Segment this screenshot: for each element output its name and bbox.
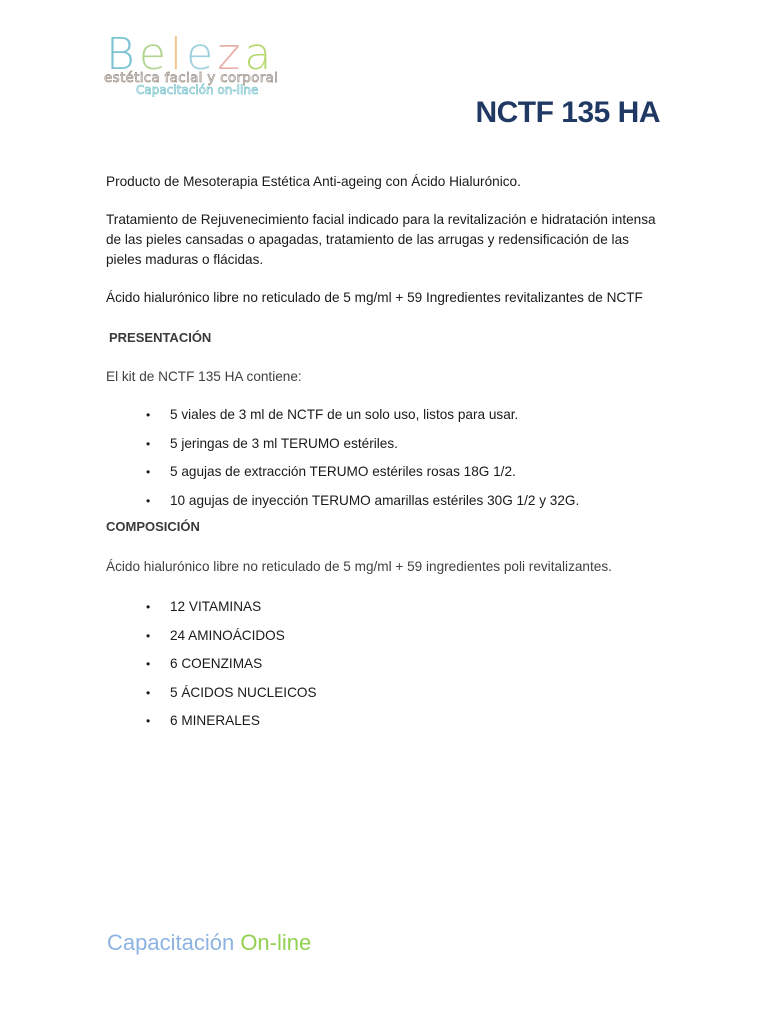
presentation-lead: El kit de NCTF 135 HA contiene: (106, 369, 302, 384)
logo-letter: e (138, 29, 170, 80)
intro-text: Producto de Mesoterapia Estética Anti-ageing con Ácido Hialurónico. (106, 174, 521, 189)
logo-subtagline: Capacitación on-line (136, 83, 259, 97)
composition-lead: Ácido hialurónico libre no reticulado de 5 mg/ml + 59 ingredientes poli revitalizantes. (106, 559, 612, 574)
footer-part-2: On-line (240, 930, 312, 955)
formula-text: Ácido hialurónico libre no reticulado de 5 mg/ml + 59 Ingredientes revitalizantes de NCTF (106, 290, 643, 305)
logo-tagline: estética facial y corporal (104, 70, 279, 86)
presentation-heading: PRESENTACIÓN (109, 330, 212, 345)
list-item: • 10 agujas de inyección TERUMO amarillas estériles 30G 1/2 y 32G. (106, 491, 579, 520)
composition-list (106, 597, 317, 740)
list-item: • 6 MINERALES (106, 711, 317, 740)
list-item: • 12 VITAMINAS (106, 597, 317, 626)
footer-brand (107, 930, 311, 956)
logo-letter: l (169, 29, 187, 80)
footer-part-1: Capacitación (107, 930, 235, 955)
list-item: • 24 AMINOÁCIDOS (106, 626, 317, 655)
logo-letter: e (186, 29, 218, 80)
page-title: NCTF 135 HA (475, 96, 660, 129)
presentation-list (106, 405, 579, 519)
list-item: • 5 viales de 3 ml de NCTF de un solo uso, listos para usar. (106, 405, 579, 434)
beleza-logo (104, 29, 354, 102)
list-item: • 5 jeringas de 3 ml TERUMO estériles. (106, 434, 579, 463)
composition-heading: COMPOSICIÓN (106, 519, 200, 534)
list-item: • 5 ÁCIDOS NUCLEICOS (106, 683, 317, 712)
logo-letter: B (106, 29, 139, 80)
list-item: • 6 COENZIMAS (106, 654, 317, 683)
logo-letter: z (217, 29, 245, 80)
treatment-text: Tratamiento de Rejuvenecimiento facial indicado para la revitalización e hidratación intensa de las pieles cansadas o apagadas, tratamiento de las arrugas y redensificación de las pieles maduras o flácidas. (106, 212, 656, 267)
list-item: • 5 agujas de extracción TERUMO estériles rosas 18G 1/2. (106, 462, 579, 491)
logo-letter: a (244, 29, 276, 80)
